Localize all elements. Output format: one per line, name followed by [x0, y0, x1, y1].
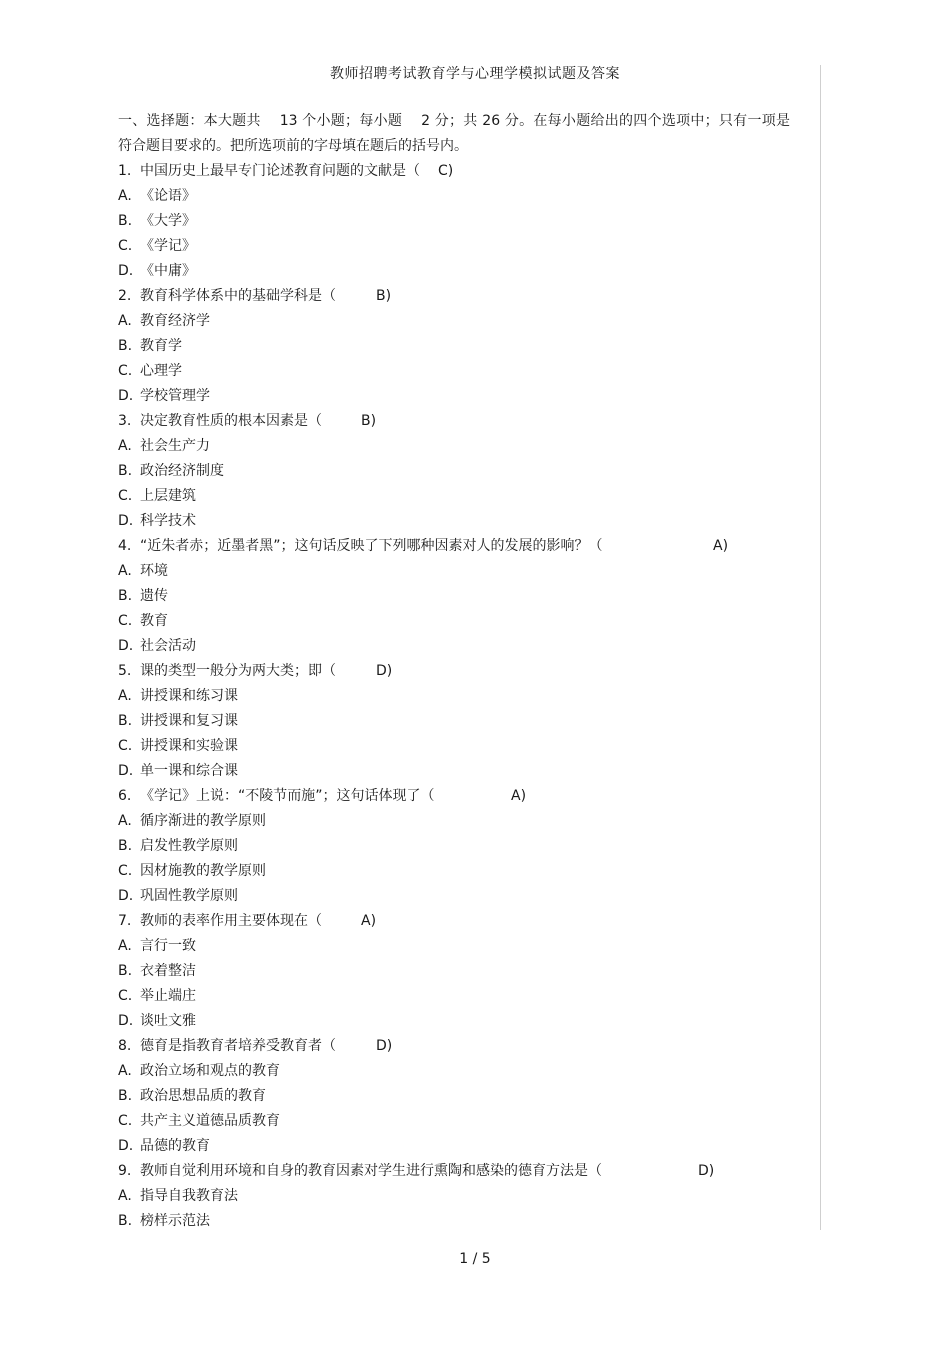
- answer-option: [118, 384, 790, 409]
- option-letter: B.: [118, 588, 133, 604]
- question-answer: B): [361, 413, 377, 429]
- option-letter: A.: [118, 1188, 132, 1204]
- option-text: 政治经济制度: [140, 463, 224, 479]
- answer-option: [118, 334, 790, 359]
- margin-rule: [820, 65, 821, 1230]
- answer-option: [118, 359, 790, 384]
- option-text: 《中庸》: [140, 263, 196, 279]
- option-text: 政治思想品质的教育: [140, 1088, 266, 1104]
- option-letter: B.: [118, 713, 133, 729]
- question-number: 4.: [118, 538, 132, 554]
- option-text: 共产主义道德品质教育: [140, 1113, 280, 1129]
- document-title: 教师招聘考试教育学与心理学模拟试题及答案: [330, 66, 620, 82]
- question-text: 德育是指教育者培养受教育者（: [140, 1038, 336, 1054]
- question-stem: [118, 784, 790, 809]
- option-letter: C.: [118, 238, 133, 254]
- answer-option: [118, 1059, 790, 1084]
- option-text: 社会生产力: [140, 438, 210, 454]
- question-text: 中国历史上最早专门论述教育问题的文献是（: [140, 163, 420, 179]
- question-stem: [118, 409, 790, 434]
- answer-option: [118, 484, 790, 509]
- answer-option: [118, 184, 790, 209]
- question-number: 5.: [118, 663, 132, 679]
- option-text: 教育学: [140, 338, 182, 354]
- option-text: 教育: [140, 613, 168, 629]
- page-indicator: 1 / 5: [459, 1251, 491, 1267]
- option-text: 科学技术: [140, 513, 196, 529]
- question-stem: [118, 1159, 790, 1184]
- option-text: 讲授课和复习课: [140, 713, 238, 729]
- answer-option: [118, 1009, 790, 1034]
- question-answer: B): [376, 288, 392, 304]
- option-letter: B.: [118, 1088, 133, 1104]
- answer-option: [118, 809, 790, 834]
- option-letter: B.: [118, 963, 133, 979]
- option-text: 政治立场和观点的教育: [140, 1063, 280, 1079]
- option-letter: A.: [118, 1063, 132, 1079]
- answer-option: [118, 834, 790, 859]
- option-text: 举止端庄: [140, 988, 196, 1004]
- option-letter: D.: [118, 888, 134, 904]
- answer-option: [118, 509, 790, 534]
- option-text: 品德的教育: [140, 1138, 210, 1154]
- answer-option: [118, 459, 790, 484]
- option-text: 巩固性教学原则: [140, 888, 238, 904]
- option-text: 榜样示范法: [140, 1213, 210, 1229]
- option-text: 言行一致: [140, 938, 196, 954]
- question-section: [118, 109, 790, 1234]
- answer-option: [118, 709, 790, 734]
- option-text: 单一课和综合课: [140, 763, 238, 779]
- option-text: 社会活动: [140, 638, 196, 654]
- question-stem: [118, 659, 790, 684]
- answer-option: [118, 609, 790, 634]
- option-letter: A.: [118, 938, 132, 954]
- question-stem: [118, 534, 790, 559]
- option-letter: B.: [118, 213, 133, 229]
- question-answer: A): [511, 788, 527, 804]
- option-text: 教育经济学: [140, 313, 210, 329]
- answer-option: [118, 434, 790, 459]
- question-answer: A): [361, 913, 377, 929]
- option-text: 讲授课和实验课: [140, 738, 238, 754]
- answer-option: [118, 584, 790, 609]
- answer-option: [118, 1184, 790, 1209]
- option-letter: B.: [118, 338, 133, 354]
- answer-option: [118, 1109, 790, 1134]
- question-text: 教师自觉利用环境和自身的教育因素对学生进行熏陶和感染的德育方法是（: [140, 1163, 602, 1179]
- answer-option: [118, 234, 790, 259]
- question-number: 1.: [118, 163, 132, 179]
- answer-option: [118, 309, 790, 334]
- option-text: 环境: [140, 563, 168, 579]
- option-letter: D.: [118, 1138, 134, 1154]
- answer-option: [118, 984, 790, 1009]
- option-letter: D.: [118, 388, 134, 404]
- question-text: 课的类型一般分为两大类；即（: [140, 663, 336, 679]
- question-number: 6.: [118, 788, 132, 804]
- section-intro: 一、选择题：本大题共 13 个小题；每小题 2 分；共 26 分。在每小题给出的四个选项中；只有一项是符合题目要求的。把所选项前的字母填在题后的括号内。: [118, 113, 790, 154]
- option-text: 《论语》: [140, 188, 196, 204]
- answer-option: [118, 1209, 790, 1234]
- question-number: 2.: [118, 288, 132, 304]
- question-answer: C): [438, 163, 454, 179]
- question-answer: D): [376, 1038, 393, 1054]
- option-text: 《大学》: [140, 213, 196, 229]
- answer-option: [118, 759, 790, 784]
- option-letter: A.: [118, 188, 132, 204]
- option-text: 因材施教的教学原则: [140, 863, 266, 879]
- option-text: 讲授课和练习课: [140, 688, 238, 704]
- question-stem: [118, 284, 790, 309]
- option-letter: A.: [118, 438, 132, 454]
- option-letter: B.: [118, 838, 133, 854]
- question-number: 3.: [118, 413, 132, 429]
- answer-option: [118, 1134, 790, 1159]
- option-text: 心理学: [140, 363, 182, 379]
- option-letter: D.: [118, 1013, 134, 1029]
- option-letter: A.: [118, 813, 132, 829]
- option-letter: C.: [118, 738, 133, 754]
- question-stem: [118, 1034, 790, 1059]
- answer-option: [118, 959, 790, 984]
- question-answer: D): [376, 663, 393, 679]
- question-number: 7.: [118, 913, 132, 929]
- question-stem: [118, 909, 790, 934]
- question-text: “近朱者赤；近墨者黑”；这句话反映了下列哪种因素对人的发展的影响？（: [140, 538, 603, 554]
- option-text: 谈吐文雅: [140, 1013, 196, 1029]
- option-letter: D.: [118, 513, 134, 529]
- option-text: 《学记》: [140, 238, 196, 254]
- question-text: 决定教育性质的根本因素是（: [140, 413, 322, 429]
- option-letter: A.: [118, 313, 132, 329]
- option-letter: D.: [118, 763, 134, 779]
- option-letter: D.: [118, 263, 134, 279]
- question-text: 教育科学体系中的基础学科是（: [140, 288, 336, 304]
- option-letter: C.: [118, 1113, 133, 1129]
- option-letter: B.: [118, 463, 133, 479]
- question-number: 9.: [118, 1163, 132, 1179]
- answer-option: [118, 634, 790, 659]
- answer-option: [118, 559, 790, 584]
- answer-option: [118, 209, 790, 234]
- option-letter: A.: [118, 563, 132, 579]
- answer-option: [118, 934, 790, 959]
- option-letter: C.: [118, 363, 133, 379]
- question-list: [118, 159, 790, 1234]
- question-answer: A): [713, 538, 729, 554]
- option-letter: D.: [118, 638, 134, 654]
- question-number: 8.: [118, 1038, 132, 1054]
- question-answer: D): [698, 1163, 715, 1179]
- option-letter: C.: [118, 613, 133, 629]
- option-text: 上层建筑: [140, 488, 196, 504]
- option-letter: B.: [118, 1213, 133, 1229]
- option-letter: C.: [118, 488, 133, 504]
- option-text: 遗传: [140, 588, 168, 604]
- option-letter: A.: [118, 688, 132, 704]
- option-text: 衣着整洁: [140, 963, 196, 979]
- option-text: 指导自我教育法: [140, 1188, 238, 1204]
- option-letter: C.: [118, 988, 133, 1004]
- answer-option: [118, 1084, 790, 1109]
- answer-option: [118, 734, 790, 759]
- answer-option: [118, 884, 790, 909]
- answer-option: [118, 859, 790, 884]
- option-text: 循序渐进的教学原则: [140, 813, 266, 829]
- option-text: 启发性教学原则: [140, 838, 238, 854]
- option-letter: C.: [118, 863, 133, 879]
- question-text: 《学记》上说：“不陵节而施”；这句话体现了（: [140, 788, 435, 804]
- answer-option: [118, 684, 790, 709]
- question-text: 教师的表率作用主要体现在（: [140, 913, 322, 929]
- answer-option: [118, 259, 790, 284]
- option-text: 学校管理学: [140, 388, 210, 404]
- question-stem: [118, 159, 790, 184]
